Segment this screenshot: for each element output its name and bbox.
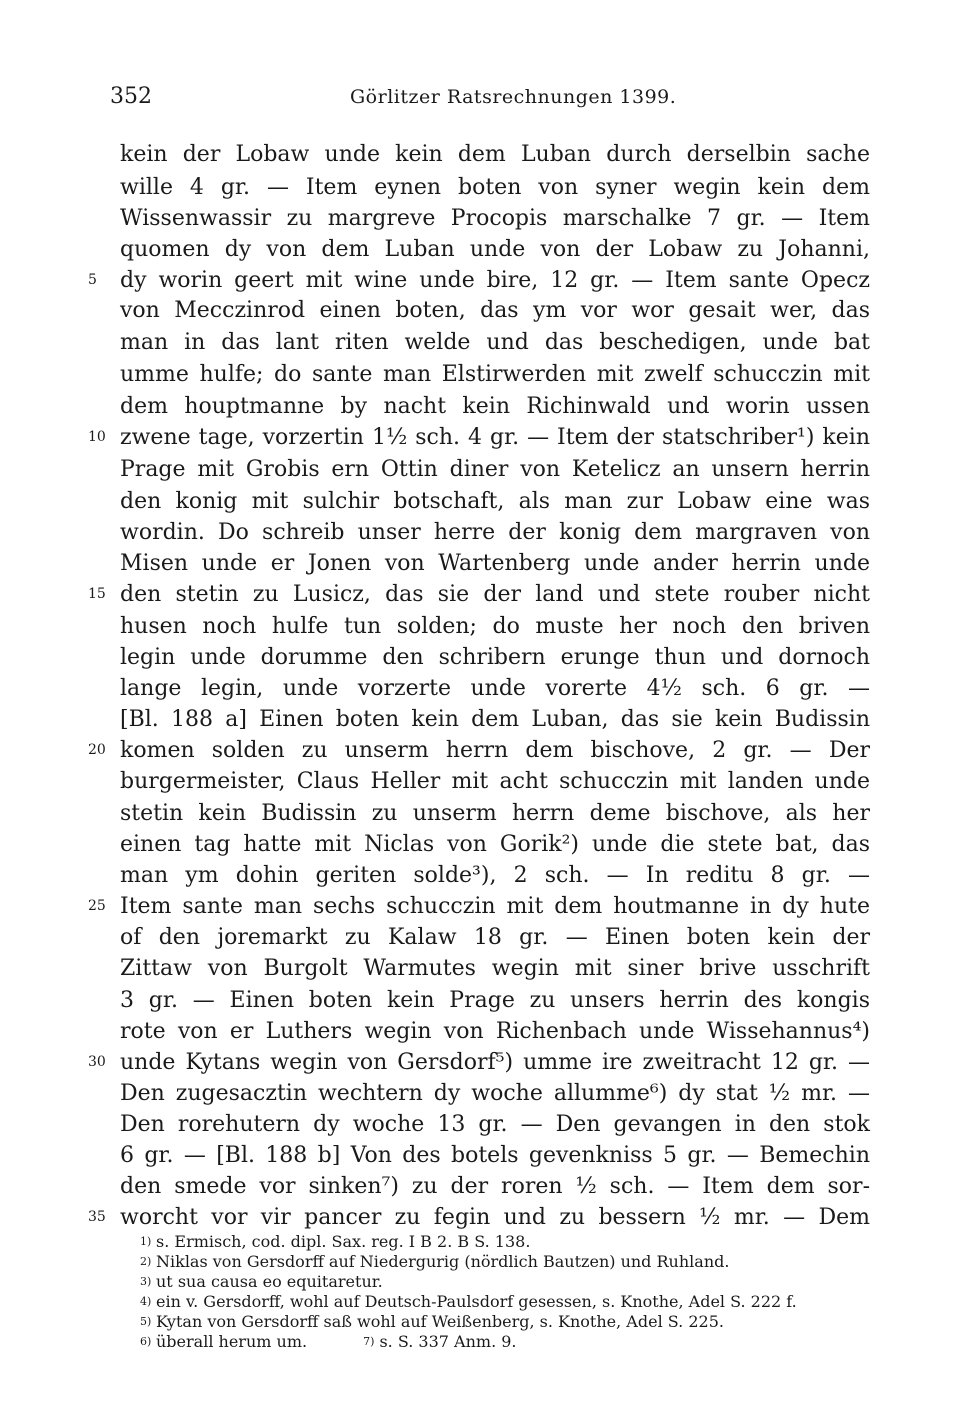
- footnote-number: 5): [140, 1315, 152, 1328]
- line-number: 15: [88, 586, 106, 602]
- text-line: Den rorehutern dy woche 13 gr. — Den gevangen in den stok: [120, 1112, 870, 1137]
- text-line: Den zugesacztin wechtern dy woche allumme⁶) dy stat ½ mr. —: [120, 1081, 870, 1106]
- text-line: zwene tage, vorzertin 1½ sch. 4 gr. — Item der statschriber¹) kein: [120, 425, 870, 450]
- text-line: dy worin geert mit wine unde bire, 12 gr. — Item sante Opecz: [120, 268, 870, 293]
- text-line: lange legin, unde vorzerte unde vorerte 4½ sch. 6 gr. —: [120, 676, 870, 701]
- footnote-number: 2): [140, 1255, 152, 1268]
- footnote: [140, 1272, 797, 1292]
- text-line: worcht vor vir pancer zu fegin und zu bessern ½ mr. — Dem: [120, 1205, 870, 1230]
- text-line: von Mecczinrod einen boten, das ym vor wor gesait wer, das: [120, 298, 870, 323]
- text-line: husen noch hulfe tun solden; do muste her noch den briven: [120, 614, 870, 639]
- line-number: 25: [88, 898, 106, 914]
- footnote-text: Kytan von Gersdorff saß wohl auf Weißenberg, s. Knothe, Adel S. 225.: [156, 1312, 724, 1331]
- footnote-number: 6): [140, 1335, 152, 1348]
- footnote-number: 7): [363, 1335, 375, 1348]
- text-line: rote von er Luthers wegin von Richenbach unde Wissehannus⁴): [120, 1019, 870, 1044]
- footnote-text: überall herum um.: [156, 1332, 308, 1351]
- footnotes: [140, 1232, 797, 1352]
- text-line: Prage mit Grobis ern Ottin diner von Ketelicz an unsern herrin: [120, 457, 870, 482]
- text-line: den konig mit sulchir botschaft, als man zur Lobaw eine was: [120, 489, 870, 514]
- running-head: Görlitzer Ratsrechnungen 1399.: [350, 86, 677, 108]
- text-line: man ym dohin geriten solde³), 2 sch. — In reditu 8 gr. —: [120, 863, 870, 888]
- line-number: 10: [88, 429, 106, 445]
- footnote: [140, 1232, 797, 1252]
- text-line: komen solden zu unserm herrn dem bischove, 2 gr. — Der: [120, 738, 870, 763]
- footnote: [140, 1312, 797, 1332]
- page-number: 352: [110, 84, 152, 109]
- footnote-text: Niklas von Gersdorff auf Niedergurig (nördlich Bautzen) und Ruhland.: [156, 1252, 730, 1271]
- text-line: einen tag hatte mit Niclas von Gorik²) unde die stete bat, das: [120, 832, 870, 857]
- text-line: Zittaw von Burgolt Warmutes wegin mit siner brive usschrift: [120, 956, 870, 981]
- line-number: 30: [88, 1054, 106, 1070]
- text-line: man in das lant riten welde und das beschedigen, unde bat: [120, 330, 870, 355]
- text-line: stetin kein Budissin zu unserm herrn deme bischove, als her: [120, 801, 870, 826]
- text-line: wordin. Do schreib unser herre der konig dem margraven von: [120, 520, 870, 545]
- line-number: 35: [88, 1209, 106, 1225]
- text-line: Misen unde er Jonen von Wartenberg unde ander herrin unde: [120, 551, 870, 576]
- text-line: kein der Lobaw unde kein dem Luban durch derselbin sache: [120, 142, 870, 167]
- footnote-text: ut sua causa eo equitaretur.: [156, 1272, 383, 1291]
- text-line: of den joremarkt zu Kalaw 18 gr. — Einen boten kein der: [120, 925, 870, 950]
- text-line: legin unde dorumme den schribern erunge thun und dornoch: [120, 645, 870, 670]
- footnote: [140, 1332, 797, 1352]
- footnote-inline: [363, 1332, 516, 1351]
- text-line: 3 gr. — Einen boten kein Prage zu unsers herrin des kongis: [120, 988, 870, 1013]
- text-line: Item sante man sechs schucczin mit dem houtmanne in dy hute: [120, 894, 870, 919]
- line-number: 20: [88, 742, 106, 758]
- line-number: 5: [88, 272, 97, 288]
- text-line: 6 gr. — [Bl. 188 b] Von des botels gevenkniss 5 gr. — Bemechin: [120, 1143, 870, 1168]
- text-line: den stetin zu Lusicz, das sie der land und stete rouber nicht: [120, 582, 870, 607]
- text-line: [Bl. 188 a] Einen boten kein dem Luban, das sie kein Budissin: [120, 707, 870, 732]
- footnote-text: ein v. Gersdorff, wohl auf Deutsch-Paulsdorf gesessen, s. Knothe, Adel S. 222 f.: [156, 1292, 797, 1311]
- footnote-number: 4): [140, 1295, 152, 1308]
- footnote-number: 3): [140, 1275, 152, 1288]
- text-line: quomen dy von dem Luban unde von der Lobaw zu Johanni,: [120, 237, 870, 262]
- text-line: umme hulfe; do sante man Elstirwerden mit zwelf schucczin mit: [120, 362, 870, 387]
- text-line: burgermeister, Claus Heller mit acht schucczin mit landen unde: [120, 769, 870, 794]
- footnote: [140, 1252, 797, 1272]
- text-line: Wissenwassir zu margreve Procopis marschalke 7 gr. — Item: [120, 206, 870, 231]
- footnote-text: s. S. 337 Anm. 9.: [379, 1332, 517, 1351]
- footnote: [140, 1292, 797, 1312]
- text-line: dem houptmanne by nacht kein Richinwald und worin ussen: [120, 394, 870, 419]
- text-line: unde Kytans wegin von Gersdorf⁵) umme ire zweitracht 12 gr. —: [120, 1050, 870, 1075]
- text-line: wille 4 gr. — Item eynen boten von syner wegin kein dem: [120, 175, 870, 200]
- footnote-text: s. Ermisch, cod. dipl. Sax. reg. I B 2. B S. 138.: [156, 1232, 531, 1251]
- text-line: den smede vor sinken⁷) zu der roren ½ sch. — Item dem sor-: [120, 1174, 870, 1199]
- footnote-number: 1): [140, 1235, 152, 1248]
